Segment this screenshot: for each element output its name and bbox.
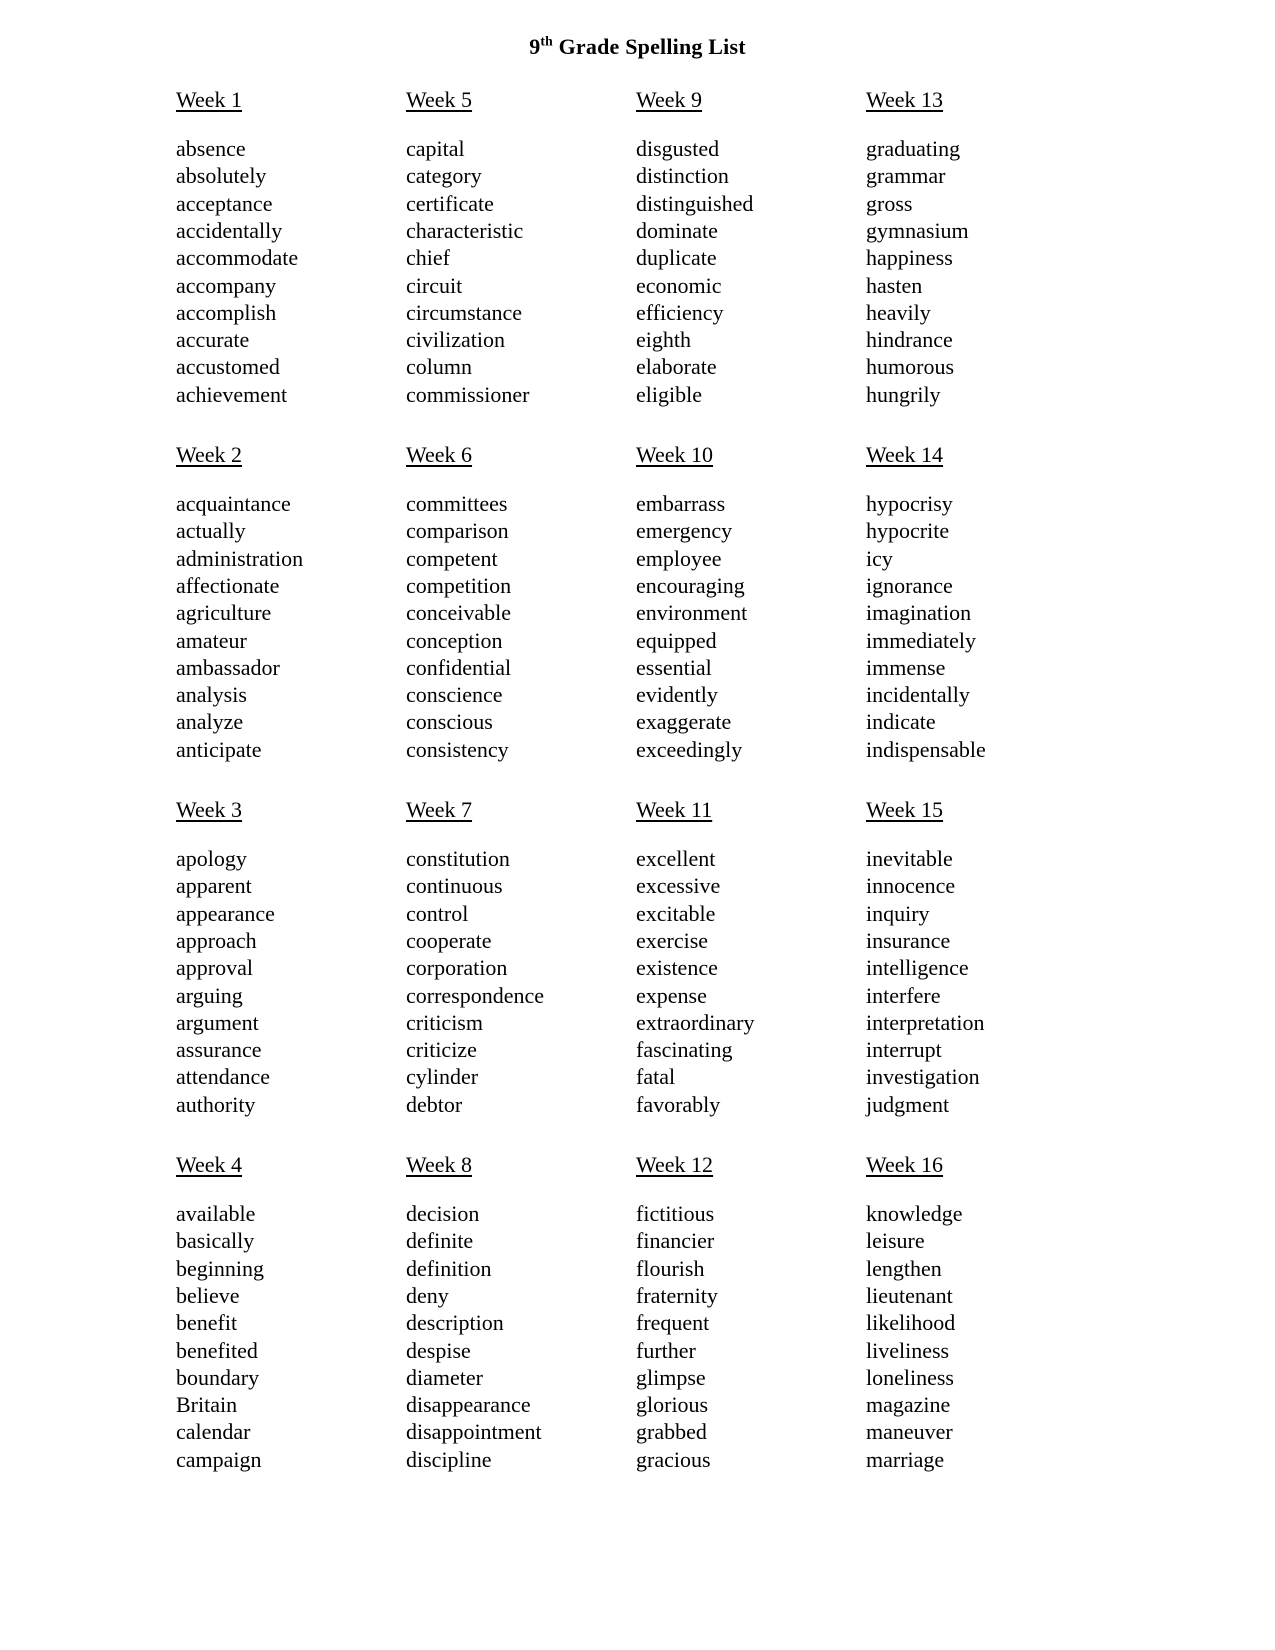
spelling-word: assurance — [176, 1037, 262, 1063]
spelling-word: committees — [406, 491, 508, 517]
spelling-word: investigation — [866, 1064, 980, 1090]
spelling-word: criticism — [406, 1009, 483, 1035]
spelling-word: chief — [406, 245, 450, 271]
spelling-word: arguing — [176, 982, 243, 1008]
spelling-word: discipline — [406, 1446, 492, 1472]
week-block — [866, 1153, 1096, 1508]
spelling-word: exceedingly — [636, 736, 743, 762]
spelling-word: ignorance — [866, 572, 953, 598]
spelling-word: happiness — [866, 245, 953, 271]
spelling-word: civilization — [406, 327, 505, 353]
spelling-word: humorous — [866, 354, 954, 380]
spelling-word: absence — [176, 136, 246, 162]
word-list — [636, 1200, 866, 1473]
spelling-word: distinguished — [636, 190, 754, 216]
week-block — [636, 798, 866, 1153]
spelling-word: further — [636, 1337, 696, 1363]
week-heading: Week 4 — [176, 1152, 243, 1177]
spelling-word: analysis — [176, 682, 247, 708]
spelling-word: despise — [406, 1337, 471, 1363]
spelling-word: immense — [866, 654, 946, 680]
week-heading: Week 14 — [866, 442, 944, 467]
spelling-word: affectionate — [176, 572, 280, 598]
spelling-word: interfere — [866, 982, 941, 1008]
spelling-word: debtor — [406, 1091, 463, 1117]
spelling-word: decision — [406, 1201, 480, 1227]
spelling-word: icy — [866, 545, 893, 571]
spelling-word: likelihood — [866, 1310, 956, 1336]
word-list — [176, 1200, 406, 1473]
spelling-word: boundary — [176, 1364, 260, 1390]
spelling-word: campaign — [176, 1446, 262, 1472]
spelling-word: accustomed — [176, 354, 280, 380]
spelling-word: financier — [636, 1228, 715, 1254]
week-heading: Week 6 — [406, 442, 473, 467]
spelling-word: control — [406, 900, 469, 926]
spelling-word: constitution — [406, 846, 510, 872]
spelling-word: grammar — [866, 163, 946, 189]
spelling-word: description — [406, 1310, 504, 1336]
spelling-word: attendance — [176, 1064, 271, 1090]
spelling-word: exercise — [636, 927, 709, 953]
week-heading: Week 3 — [176, 797, 243, 822]
spelling-word: continuous — [406, 873, 503, 899]
week-heading: Week 8 — [406, 1152, 473, 1177]
week-heading: Week 7 — [406, 797, 473, 822]
word-list — [636, 490, 866, 763]
spelling-word: accidentally — [176, 217, 283, 243]
page-title-ordinal-suffix: th — [540, 33, 553, 49]
spelling-word: incidentally — [866, 682, 970, 708]
spelling-word: accomplish — [176, 299, 277, 325]
spelling-word: disappearance — [406, 1392, 531, 1418]
spelling-word: hypocrite — [866, 518, 950, 544]
spelling-word: acceptance — [176, 190, 273, 216]
week-heading: Week 13 — [866, 87, 944, 112]
spelling-word: authority — [176, 1091, 256, 1117]
spelling-word: favorably — [636, 1091, 721, 1117]
week-block — [406, 88, 636, 443]
spelling-word: lengthen — [866, 1255, 942, 1281]
spelling-word: available — [176, 1201, 256, 1227]
spelling-word: expense — [636, 982, 707, 1008]
spelling-word: benefited — [176, 1337, 258, 1363]
week-block — [636, 88, 866, 443]
spelling-word: hypocrisy — [866, 491, 953, 517]
spelling-word: acquaintance — [176, 491, 291, 517]
spelling-word: hasten — [866, 272, 923, 298]
spelling-word: excellent — [636, 846, 716, 872]
spelling-word: conceivable — [406, 600, 512, 626]
spelling-word: indispensable — [866, 736, 986, 762]
spelling-word: Britain — [176, 1392, 238, 1418]
spelling-word: appearance — [176, 900, 275, 926]
spelling-word: criticize — [406, 1037, 477, 1063]
spelling-word: exaggerate — [636, 709, 732, 735]
week-block — [406, 1153, 636, 1508]
spelling-word: achievement — [176, 381, 288, 407]
week-heading: Week 15 — [866, 797, 944, 822]
spelling-word: elaborate — [636, 354, 717, 380]
spelling-word: argument — [176, 1009, 259, 1035]
word-list — [866, 845, 1096, 1118]
spelling-word: efficiency — [636, 299, 724, 325]
spelling-word: frequent — [636, 1310, 710, 1336]
spelling-word: characteristic — [406, 217, 524, 243]
spelling-word: conscious — [406, 709, 493, 735]
week-heading: Week 1 — [176, 87, 243, 112]
spelling-word: deny — [406, 1282, 449, 1308]
spelling-word: accurate — [176, 327, 250, 353]
spelling-word: encouraging — [636, 572, 745, 598]
spelling-word: distinction — [636, 163, 729, 189]
week-heading: Week 2 — [176, 442, 243, 467]
spelling-word: eligible — [636, 381, 702, 407]
spelling-word: heavily — [866, 299, 931, 325]
spelling-word: existence — [636, 955, 718, 981]
spelling-word: interrupt — [866, 1037, 942, 1063]
spelling-word: beginning — [176, 1255, 264, 1281]
week-block — [176, 443, 406, 798]
page-title-rest: Grade Spelling List — [552, 34, 746, 59]
spelling-word: embarrass — [636, 491, 726, 517]
week-block — [176, 1153, 406, 1508]
spelling-word: commissioner — [406, 381, 530, 407]
spelling-word: glimpse — [636, 1364, 706, 1390]
spelling-word: immediately — [866, 627, 976, 653]
spelling-word: circumstance — [406, 299, 523, 325]
spelling-word: hindrance — [866, 327, 953, 353]
word-list — [866, 1200, 1096, 1473]
page-title — [0, 0, 1275, 60]
spelling-word: conscience — [406, 682, 503, 708]
week-block — [176, 88, 406, 443]
spelling-word: disappointment — [406, 1419, 542, 1445]
spelling-word: apparent — [176, 873, 252, 899]
spelling-word: consistency — [406, 736, 509, 762]
word-list — [406, 135, 636, 408]
week-heading: Week 10 — [636, 442, 714, 467]
spelling-word: fraternity — [636, 1282, 718, 1308]
spelling-word: apology — [176, 846, 247, 872]
spelling-word: competition — [406, 572, 512, 598]
spelling-word: gracious — [636, 1446, 711, 1472]
week-block — [636, 1153, 866, 1508]
spelling-word: definite — [406, 1228, 474, 1254]
week-heading: Week 16 — [866, 1152, 944, 1177]
spelling-word: category — [406, 163, 482, 189]
spelling-word: innocence — [866, 873, 956, 899]
spelling-word: essential — [636, 654, 712, 680]
spelling-word: gymnasium — [866, 217, 969, 243]
week-block — [866, 443, 1096, 798]
spelling-word: cylinder — [406, 1064, 479, 1090]
spelling-word: loneliness — [866, 1364, 954, 1390]
spelling-word: definition — [406, 1255, 492, 1281]
spelling-word: dominate — [636, 217, 718, 243]
spelling-word: economic — [636, 272, 722, 298]
spelling-word: confidential — [406, 654, 512, 680]
word-list — [176, 135, 406, 408]
spelling-word: approval — [176, 955, 253, 981]
spelling-word: fictitious — [636, 1201, 715, 1227]
word-list — [406, 1200, 636, 1473]
spelling-word: inquiry — [866, 900, 930, 926]
spelling-word: leisure — [866, 1228, 925, 1254]
spelling-word: imagination — [866, 600, 972, 626]
spelling-word: agriculture — [176, 600, 272, 626]
week-block — [866, 88, 1096, 443]
week-heading: Week 9 — [636, 87, 703, 112]
week-block — [406, 443, 636, 798]
word-list — [176, 845, 406, 1118]
spelling-word: believe — [176, 1282, 240, 1308]
week-block — [866, 798, 1096, 1153]
spelling-word: fascinating — [636, 1037, 733, 1063]
spelling-word: liveliness — [866, 1337, 950, 1363]
week-heading: Week 5 — [406, 87, 473, 112]
week-heading: Week 11 — [636, 797, 713, 822]
spelling-word: indicate — [866, 709, 936, 735]
spelling-word: conception — [406, 627, 503, 653]
spelling-word: capital — [406, 136, 465, 162]
spelling-word: disgusted — [636, 136, 720, 162]
spelling-word: competent — [406, 545, 498, 571]
spelling-word: absolutely — [176, 163, 267, 189]
spelling-word: corporation — [406, 955, 508, 981]
spelling-word: analyze — [176, 709, 244, 735]
spelling-word: maneuver — [866, 1419, 953, 1445]
word-list — [406, 845, 636, 1118]
spelling-word: approach — [176, 927, 257, 953]
weeks-grid — [176, 88, 1116, 1508]
spelling-word: flourish — [636, 1255, 705, 1281]
spelling-word: accommodate — [176, 245, 299, 271]
spelling-word: interpretation — [866, 1009, 985, 1035]
spelling-word: amateur — [176, 627, 247, 653]
spelling-word: judgment — [866, 1091, 950, 1117]
spelling-word: marriage — [866, 1446, 945, 1472]
spelling-word: hungrily — [866, 381, 941, 407]
spelling-word: anticipate — [176, 736, 262, 762]
spelling-word: equipped — [636, 627, 717, 653]
spelling-word: cooperate — [406, 927, 492, 953]
week-block — [636, 443, 866, 798]
spelling-word: environment — [636, 600, 748, 626]
spelling-word: graduating — [866, 136, 961, 162]
word-list — [176, 490, 406, 763]
spelling-word: accompany — [176, 272, 277, 298]
spelling-word: evidently — [636, 682, 718, 708]
spelling-word: correspondence — [406, 982, 545, 1008]
spelling-word: excitable — [636, 900, 716, 926]
spelling-word: administration — [176, 545, 304, 571]
spelling-word: calendar — [176, 1419, 251, 1445]
spelling-word: employee — [636, 545, 722, 571]
spelling-word: lieutenant — [866, 1282, 953, 1308]
spelling-word: ambassador — [176, 654, 280, 680]
week-block — [406, 798, 636, 1153]
spelling-word: certificate — [406, 190, 494, 216]
spelling-word: grabbed — [636, 1419, 707, 1445]
spelling-word: extraordinary — [636, 1009, 755, 1035]
word-list — [866, 490, 1096, 763]
spelling-word: eighth — [636, 327, 691, 353]
word-list — [636, 845, 866, 1118]
spelling-word: magazine — [866, 1392, 951, 1418]
spelling-word: diameter — [406, 1364, 483, 1390]
page-title-grade-number: 9 — [529, 34, 541, 59]
word-list — [636, 135, 866, 408]
spelling-word: column — [406, 354, 472, 380]
word-list — [866, 135, 1096, 408]
spelling-word: emergency — [636, 518, 733, 544]
word-list — [406, 490, 636, 763]
spelling-word: basically — [176, 1228, 255, 1254]
week-block — [176, 798, 406, 1153]
spelling-word: actually — [176, 518, 246, 544]
spelling-word: inevitable — [866, 846, 953, 872]
spelling-word: duplicate — [636, 245, 717, 271]
spelling-word: knowledge — [866, 1201, 963, 1227]
spelling-word: circuit — [406, 272, 463, 298]
spelling-word: fatal — [636, 1064, 676, 1090]
spelling-word: benefit — [176, 1310, 238, 1336]
spelling-word: excessive — [636, 873, 721, 899]
spelling-word: insurance — [866, 927, 951, 953]
spelling-word: gross — [866, 190, 913, 216]
spelling-word: intelligence — [866, 955, 969, 981]
spelling-word: glorious — [636, 1392, 709, 1418]
week-heading: Week 12 — [636, 1152, 714, 1177]
spelling-word: comparison — [406, 518, 509, 544]
